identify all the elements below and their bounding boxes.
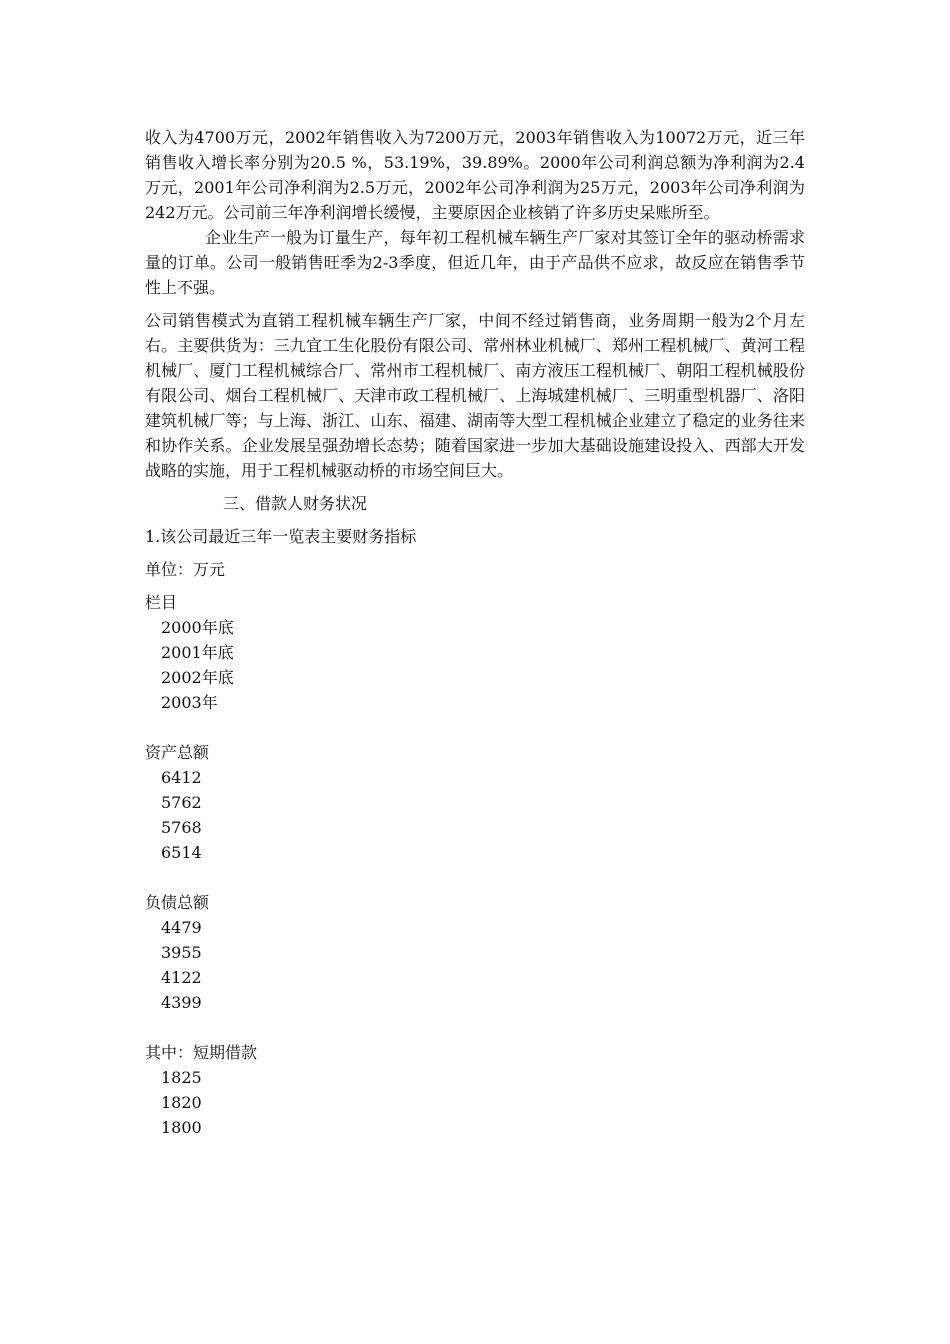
list-item: 5768	[161, 818, 202, 837]
document-page	[145, 125, 805, 1140]
list-item: 3955	[161, 943, 202, 962]
group-label: 资产总额	[145, 743, 210, 762]
group-short-term-loans	[145, 1040, 805, 1140]
group-label: 负债总额	[145, 893, 210, 912]
list-item: 1800	[161, 1118, 202, 1137]
group-columns	[145, 590, 805, 715]
list-item: 2003年	[161, 693, 218, 712]
group-total-assets	[145, 740, 805, 865]
unit-label: 单位：万元	[145, 560, 226, 579]
paragraph-revenue: 收入为4700万元，2002年销售收入为7200万元，2003年销售收入为10072万元，近三年销售收入增长率分别为20.5 %，53.19%，39.89%。2000年公司利润总额为净利润为2.4万元，2001年公司净利润为2.5万元，2002年公司净利润为25万元，2003年公司净利润为242万元。公司前三年净利润增长缓慢，主要原因企业核销了许多历史呆账所至。	[145, 128, 805, 222]
list-item: 1820	[161, 1093, 202, 1112]
paragraph-sales-model: 公司销售模式为直销工程机械车辆生产厂家，中间不经过销售商，业务周期一般为2个月左右。主要供货为：三九宜工生化股份有限公司、常州林业机械厂、郑州工程机械厂、黄河工程机械厂、厦门工程机械综合厂、常州市工程机械厂、南方液压工程机械厂、朝阳工程机械股份有限公司、烟台工程机械厂、天津市政工程机械厂、上海城建机械厂、三明重型机器厂、洛阳建筑机械厂等；与上海、浙江、山东、福建、湖南等大型工程机械企业建立了稳定的业务往来和协作关系。企业发展呈强劲增长态势；随着国家进一步加大基础设施建设投入、西部大开发战略的实施，用于工程机械驱动桥的市场空间巨大。	[145, 311, 805, 480]
list-item: 4122	[161, 968, 202, 987]
list-item: 1825	[161, 1068, 202, 1087]
group-total-liabilities	[145, 890, 805, 1015]
list-item: 2000年底	[161, 618, 234, 637]
list-item: 5762	[161, 793, 202, 812]
list-item: 6514	[161, 843, 202, 862]
paragraph-production: 企业生产一般为订量生产，每年初工程机械车辆生产厂家对其签订全年的驱动桥需求量的订单。公司一般销售旺季为2-3季度，但近几年，由于产品供不应求，故反应在销售季节性上不强。	[145, 228, 805, 297]
list-item: 2001年底	[161, 643, 234, 662]
section-heading: 三、借款人财务状况	[223, 494, 368, 513]
list-item: 6412	[161, 768, 202, 787]
group-label: 栏目	[145, 593, 178, 612]
table-title: 1.该公司最近三年一览表主要财务指标	[145, 527, 417, 546]
list-item: 4399	[161, 993, 202, 1012]
list-item: 4479	[161, 918, 202, 937]
list-item: 2002年底	[161, 668, 234, 687]
group-label: 其中：短期借款	[145, 1043, 258, 1062]
